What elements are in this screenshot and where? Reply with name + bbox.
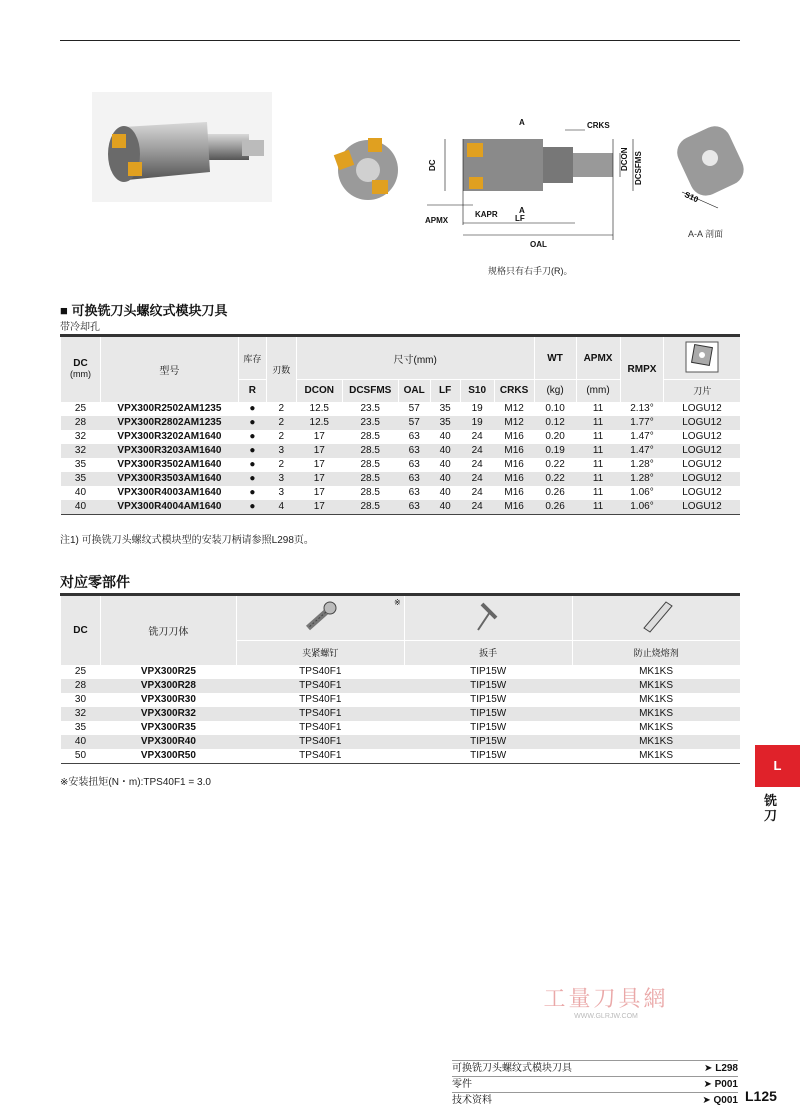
header-stock: 库存 <box>238 336 266 380</box>
table-cell: 3 <box>278 486 285 498</box>
table-cell: 28 <box>61 679 101 693</box>
table-cell: ● <box>238 416 266 430</box>
table-cell: 4 <box>266 500 296 515</box>
xref-item[interactable] <box>452 1060 738 1076</box>
header-dcsfms: DCSFMS <box>342 380 398 402</box>
parts-header-dc: DC <box>61 595 101 665</box>
dim-label-oal: OAL <box>530 240 547 249</box>
table-row <box>61 444 741 458</box>
dim-label-dc: DC <box>428 159 437 171</box>
table-cell: 23.5 <box>342 416 398 430</box>
table-cell: 0.19 <box>534 444 576 458</box>
table-cell: VPX300R2802AM1235 <box>100 416 238 430</box>
table-cell: 0.26 <box>534 500 576 515</box>
dim-label-apmx: APMX <box>425 216 449 225</box>
table-cell: 1.06° <box>620 500 664 515</box>
table-cell: 17 <box>296 500 342 515</box>
table-cell: TPS40F1 <box>236 679 404 693</box>
table-cell: LOGU12 <box>664 500 740 515</box>
watermark <box>536 940 676 1020</box>
header-crks: CRKS <box>494 380 534 402</box>
table-cell: TPS40F1 <box>299 749 342 761</box>
table-cell: 35 <box>430 416 460 430</box>
table-row <box>61 721 741 735</box>
table-row <box>61 693 741 707</box>
table-cell: 25 <box>74 402 87 414</box>
header-wt: WT <box>534 336 576 380</box>
table-cell: 63 <box>398 500 430 515</box>
table-cell: VPX300R3503AM1640 <box>100 472 238 486</box>
page-number: L125 <box>745 1088 777 1104</box>
dim-label-lf: LF <box>515 214 525 223</box>
table-cell: 0.20 <box>545 430 565 442</box>
table-cell: ● <box>249 402 256 414</box>
table-cell: LOGU12 <box>682 402 722 414</box>
parts-header-body: 铣刀刀体 <box>100 595 236 665</box>
table-row <box>61 665 741 679</box>
table-row <box>61 402 741 416</box>
table-cell: ● <box>238 444 266 458</box>
parts-header-compound: 防止烧熔剂 <box>572 641 740 665</box>
table-cell: M16 <box>504 486 524 498</box>
table-cell: 0.26 <box>545 486 565 498</box>
header-flutes: 刃数 <box>266 336 296 402</box>
table-row <box>61 416 741 430</box>
table-cell: 30 <box>74 693 87 705</box>
table-cell: TPS40F1 <box>299 665 342 677</box>
table-cell: 3 <box>266 472 296 486</box>
cutter-photo <box>92 92 272 202</box>
table-cell: TIP15W <box>404 707 572 721</box>
table-cell: 28.5 <box>342 472 398 486</box>
table-cell: 24 <box>471 458 483 470</box>
cross-reference-list <box>452 1060 738 1108</box>
table-cell: 57 <box>398 416 430 430</box>
xref-label: 可换铣刀头螺纹式模块刀具 <box>452 1063 572 1074</box>
table-cell: 35 <box>74 458 87 470</box>
table-cell: 40 <box>439 458 451 470</box>
table-cell: TIP15W <box>470 721 507 733</box>
table-cell: 28.5 <box>360 430 380 442</box>
table-cell: M16 <box>494 472 534 486</box>
table-cell: 25 <box>74 665 87 677</box>
table-cell: 1.06° <box>630 486 654 498</box>
table-cell: 12.5 <box>309 402 329 414</box>
table-cell: 0.10 <box>545 402 565 414</box>
table-cell: TIP15W <box>404 735 572 749</box>
table-cell: LOGU12 <box>682 430 722 442</box>
dim-label-a-top: A <box>519 118 525 127</box>
table-cell: 17 <box>313 430 325 442</box>
table-cell: VPX300R3202AM1640 <box>117 430 222 442</box>
table-cell: LOGU12 <box>664 472 740 486</box>
table-cell: 63 <box>398 444 430 458</box>
table-cell: MK1KS <box>639 749 673 761</box>
dim-label-crks: CRKS <box>587 121 610 130</box>
table-cell: MK1KS <box>639 665 673 677</box>
table-cell: 19 <box>471 402 483 414</box>
side-tab-letter: L <box>755 745 800 787</box>
table-cell: 11 <box>576 500 620 515</box>
table-cell: 28 <box>61 416 101 430</box>
table-cell: M16 <box>504 430 524 442</box>
table-cell: 11 <box>592 402 604 414</box>
xref-page: ➤ Q001 <box>702 1095 738 1106</box>
header-rmpx: RMPX <box>620 336 664 402</box>
table-cell: M12 <box>494 416 534 430</box>
table-row <box>61 749 741 764</box>
watermark-url: WWW.GLRJW.COM <box>574 1013 638 1020</box>
dim-label-kapr: KAPR <box>475 210 498 219</box>
table-cell: 1.28° <box>630 458 654 470</box>
table-cell: TIP15W <box>470 665 507 677</box>
table-cell: 35 <box>61 472 101 486</box>
table-cell: VPX300R2502AM1235 <box>117 402 222 414</box>
table-cell: 28.5 <box>360 458 380 470</box>
parts-header-screw-icon <box>236 595 404 641</box>
table-cell: 0.12 <box>534 416 576 430</box>
xref-item[interactable] <box>452 1092 738 1108</box>
table-cell: 28.5 <box>342 444 398 458</box>
xref-page: ➤ L298 <box>704 1063 738 1074</box>
parts-header-screw: 夹紧螺钉 <box>236 641 404 665</box>
table-cell: MK1KS <box>572 707 740 721</box>
header-s10: S10 <box>460 380 494 402</box>
table-cell: 57 <box>408 402 420 414</box>
table-cell: 32 <box>74 430 87 442</box>
table-cell: 19 <box>460 416 494 430</box>
table-cell: TIP15W <box>470 749 507 761</box>
table-cell: VPX300R4004AM1640 <box>100 500 238 515</box>
table-cell: M16 <box>494 444 534 458</box>
table-cell: MK1KS <box>639 721 673 733</box>
header-insert: 刀片 <box>664 380 740 402</box>
xref-label: 技术资料 <box>452 1095 492 1106</box>
table-cell: 11 <box>576 472 620 486</box>
table-cell: 50 <box>74 749 87 761</box>
table-cell: 3 <box>266 444 296 458</box>
table-cell: TPS40F1 <box>236 707 404 721</box>
table-cell: 11 <box>576 444 620 458</box>
table-row <box>61 500 741 515</box>
table-cell: 40 <box>61 735 101 749</box>
header-stock-r: R <box>238 380 266 402</box>
torque-mark: ※ <box>394 598 401 607</box>
dim-label-dcon: DCON <box>620 147 629 171</box>
section1-subtitle: 带冷却孔 <box>60 322 100 333</box>
header-dcon: DCON <box>296 380 342 402</box>
table-cell: 11 <box>592 486 604 498</box>
table-cell: 40 <box>61 500 101 515</box>
parts-table <box>60 593 740 764</box>
table-row <box>61 458 741 472</box>
table-cell: 17 <box>313 486 325 498</box>
xref-page: ➤ P001 <box>703 1079 738 1090</box>
table-cell: TPS40F1 <box>299 721 342 733</box>
section-aa-drawing <box>672 120 752 220</box>
xref-label: 零件 <box>452 1079 472 1090</box>
header-insert-icon <box>664 336 740 380</box>
table-cell: VPX300R40 <box>100 735 236 749</box>
table-cell: VPX300R50 <box>140 749 196 761</box>
table-cell: ● <box>249 486 256 498</box>
table-row <box>61 707 741 721</box>
table-cell: 2 <box>278 430 285 442</box>
table-cell: MK1KS <box>572 679 740 693</box>
table-cell: 0.22 <box>534 472 576 486</box>
table-cell: 63 <box>408 486 420 498</box>
section1-title: ■ 可换铣刀头螺纹式模块刀具 <box>60 303 228 318</box>
header-wt-unit: (kg) <box>534 380 576 402</box>
table-cell: VPX300R28 <box>100 679 236 693</box>
table-cell: 63 <box>398 472 430 486</box>
table-cell: TIP15W <box>404 679 572 693</box>
table-cell: 2.13° <box>630 402 654 414</box>
side-tab-category: 铣刀 <box>764 793 778 823</box>
side-view-drawing <box>425 115 660 255</box>
table-cell: 0.22 <box>545 458 565 470</box>
wrench-icon <box>468 600 508 634</box>
table-cell: TIP15W <box>470 693 507 705</box>
screw-icon <box>300 600 340 634</box>
section2-footnote: ※安装扭矩(N・m):TPS40F1 = 3.0 <box>60 777 211 788</box>
section2-title: 对应零部件 <box>60 574 130 590</box>
dim-label-a-bottom: A <box>519 206 525 215</box>
table-cell: M16 <box>504 458 524 470</box>
table-cell: 17 <box>296 472 342 486</box>
table-cell: VPX300R35 <box>140 721 196 733</box>
table-cell: VPX300R4003AM1640 <box>117 486 222 498</box>
header-apmx: APMX <box>576 336 620 380</box>
table-cell: 24 <box>471 486 483 498</box>
table-cell: ● <box>249 458 256 470</box>
tool-spec-table <box>60 334 740 515</box>
product-illustrations <box>60 80 750 280</box>
table-cell: 28.5 <box>360 486 380 498</box>
table-cell: VPX300R3502AM1640 <box>117 458 222 470</box>
dim-label-s10: S10 <box>683 190 700 205</box>
table-cell: 40 <box>430 500 460 515</box>
header-lf: LF <box>430 380 460 402</box>
table-row <box>61 486 741 500</box>
table-cell: 11 <box>592 458 604 470</box>
table-cell: 11 <box>592 430 604 442</box>
table-cell: ● <box>238 500 266 515</box>
table-cell: 1.47° <box>620 444 664 458</box>
table-cell: TPS40F1 <box>236 735 404 749</box>
xref-item[interactable] <box>452 1076 738 1092</box>
table-cell: 24 <box>460 444 494 458</box>
table-cell: 12.5 <box>296 416 342 430</box>
table-cell: TPS40F1 <box>299 693 342 705</box>
table-cell: VPX300R30 <box>140 693 196 705</box>
table-cell: LOGU12 <box>682 458 722 470</box>
table-cell: 35 <box>74 721 87 733</box>
table-cell: 40 <box>439 486 451 498</box>
table-cell: 40 <box>439 430 451 442</box>
table-cell: 24 <box>460 500 494 515</box>
parts-header-wrench: 扳手 <box>404 641 572 665</box>
table-cell: VPX300R25 <box>140 665 196 677</box>
table-cell: 28.5 <box>342 500 398 515</box>
table-cell: LOGU12 <box>664 444 740 458</box>
parts-header-compound-icon <box>572 595 740 641</box>
table-row <box>61 735 741 749</box>
table-cell: 24 <box>471 430 483 442</box>
header-dc: DC (mm) <box>61 336 101 402</box>
table-cell: ● <box>238 472 266 486</box>
table-cell: 63 <box>408 430 420 442</box>
front-view-drawing <box>328 130 408 210</box>
table-cell: VPX300R3203AM1640 <box>100 444 238 458</box>
table-row <box>61 472 741 486</box>
section-aa-label: A-A 剖面 <box>688 229 724 239</box>
table-cell: ● <box>249 430 256 442</box>
watermark-text: 工量刀具網 <box>543 986 669 1011</box>
table-cell: 23.5 <box>360 402 380 414</box>
table-cell: 2 <box>266 416 296 430</box>
table-cell: 40 <box>430 472 460 486</box>
table-cell: 35 <box>439 402 451 414</box>
dim-label-dcsfms: DCSFMS <box>634 151 643 185</box>
parts-header-wrench-icon <box>404 595 572 641</box>
table-cell: 1.28° <box>620 472 664 486</box>
table-cell: 63 <box>408 458 420 470</box>
table-cell: LOGU12 <box>664 416 740 430</box>
table-cell: M12 <box>504 402 524 414</box>
table-cell: 17 <box>296 444 342 458</box>
table-cell: 11 <box>576 416 620 430</box>
table-row <box>61 679 741 693</box>
table-cell: 32 <box>61 707 101 721</box>
header-dims: 尺寸(mm) <box>296 336 534 380</box>
table-cell: MK1KS <box>639 693 673 705</box>
table-cell: LOGU12 <box>682 486 722 498</box>
table-cell: 24 <box>460 472 494 486</box>
top-rule <box>60 40 740 41</box>
compound-tube-icon <box>636 600 676 634</box>
table-cell: M16 <box>494 500 534 515</box>
table-cell: 32 <box>61 444 101 458</box>
table-cell: MK1KS <box>572 735 740 749</box>
header-apmx-unit: (mm) <box>576 380 620 402</box>
table-row <box>61 430 741 444</box>
insert-icon <box>685 341 719 373</box>
section1-footnote: 注1) 可换铣刀头螺纹式模块型的安装刀柄请参照L298页。 <box>60 535 314 546</box>
table-cell: 1.47° <box>630 430 654 442</box>
table-cell: 17 <box>313 458 325 470</box>
right-hand-note: 规格只有右手刀(R)。 <box>488 266 573 276</box>
table-cell: 2 <box>278 458 285 470</box>
table-cell: 40 <box>430 444 460 458</box>
table-cell: 1.77° <box>620 416 664 430</box>
header-model: 型号 <box>100 336 238 402</box>
table-cell: VPX300R32 <box>100 707 236 721</box>
table-cell: 40 <box>74 486 87 498</box>
header-oal: OAL <box>398 380 430 402</box>
table-cell: 2 <box>278 402 285 414</box>
